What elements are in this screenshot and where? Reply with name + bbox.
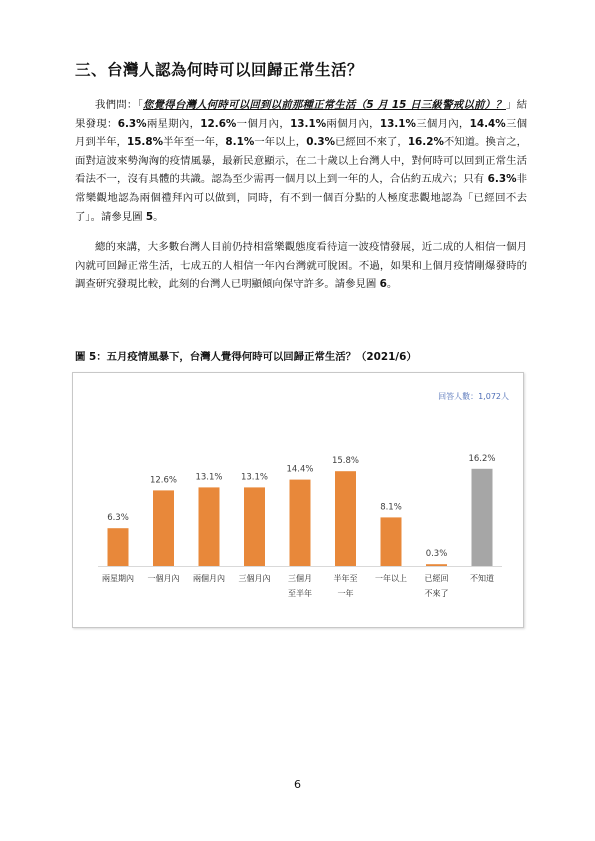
category-label: 兩星期內: [102, 574, 134, 583]
data-label: 6.3%: [107, 513, 129, 524]
category-label: 三個月: [288, 574, 312, 583]
data-label: 13.1%: [195, 472, 223, 483]
bar: [335, 471, 356, 566]
category-label: 一個月內: [147, 574, 180, 583]
paragraph-summary: 總的來講，大多數台灣人目前仍持相當樂觀態度看待這一波疫情發展，近二成的人相信一個月內就可回歸正常生活，七成五的人相信一年內台灣就可脫困。不過，如果和上個月疫情剛爆發時的調查研究發現比較，此刻的台灣人已明顯傾向保守許多。請參見圖 6。: [75, 241, 527, 291]
category-label: 一年以上: [375, 574, 407, 583]
category-label: 三個月內: [238, 574, 271, 583]
bar: [472, 469, 493, 566]
data-label: 8.1%: [380, 502, 402, 513]
section-heading: 三、台灣人認為何時可以回歸正常生活？: [75, 61, 364, 79]
survey-question: 您覺得台灣人何時可以回到以前那種正常生活（5 月 15 日三級警戒以前）？: [142, 99, 506, 111]
data-label: 12.6%: [149, 475, 178, 486]
bar: [290, 480, 311, 566]
data-label: 16.2%: [468, 453, 496, 464]
bar-chart: [72, 372, 524, 628]
data-label: 15.8%: [331, 456, 360, 467]
bar: [244, 487, 265, 566]
data-label: 14.4%: [286, 464, 314, 475]
bar: [426, 564, 447, 566]
category-label: 一年: [337, 589, 354, 598]
category-label: 半年至: [333, 574, 358, 583]
data-label: 13.1%: [240, 472, 269, 483]
category-label: 已經回: [424, 574, 449, 583]
figure-caption: 圖 5：五月疫情風暴下，台灣人覺得何時可以回歸正常生活？（2021/6）: [75, 351, 417, 363]
bar: [108, 528, 129, 566]
category-label: 不知道: [470, 574, 494, 583]
bar-chart-svg: [73, 373, 523, 627]
category-label: 不來了: [424, 589, 449, 598]
page-number: 6: [294, 778, 301, 791]
category-label: 至半年: [288, 589, 312, 598]
bar: [381, 517, 402, 566]
category-label: 兩個月內: [193, 574, 225, 583]
paragraph-survey-results: 我們問：「您覺得台灣人何時可以回到以前那種正常生活（5 月 15 日三級警戒以前）？」結果發現：6.3%兩星期內，12.6%一個月內，13.1%兩個月內，13.1%三個月內，14.4%三個月到半年，15.8%半年至一年，8.1%一年以上，0.3%已經回不來了，16.2%不知道。換言之，面對這波來勢洶洶的疫情風暴，最新民意顯示，在二十歲以上台灣人中，對何時可以回到正常生活看法不一，沒有具體的共識。認為至少需再一個月以上到一年的人，合佔約五成六；只有 6.3%非常樂觀地認為兩個禮拜內可以做到，同時，有不到一個百分點的人極度悲觀地認為「已經回不去了」。請參見圖 5。: [75, 99, 528, 223]
data-label: 0.3%: [425, 549, 448, 560]
bar: [199, 487, 220, 566]
respondents-count-label: 回答人數：1,072人: [438, 392, 509, 401]
bar: [153, 490, 174, 566]
